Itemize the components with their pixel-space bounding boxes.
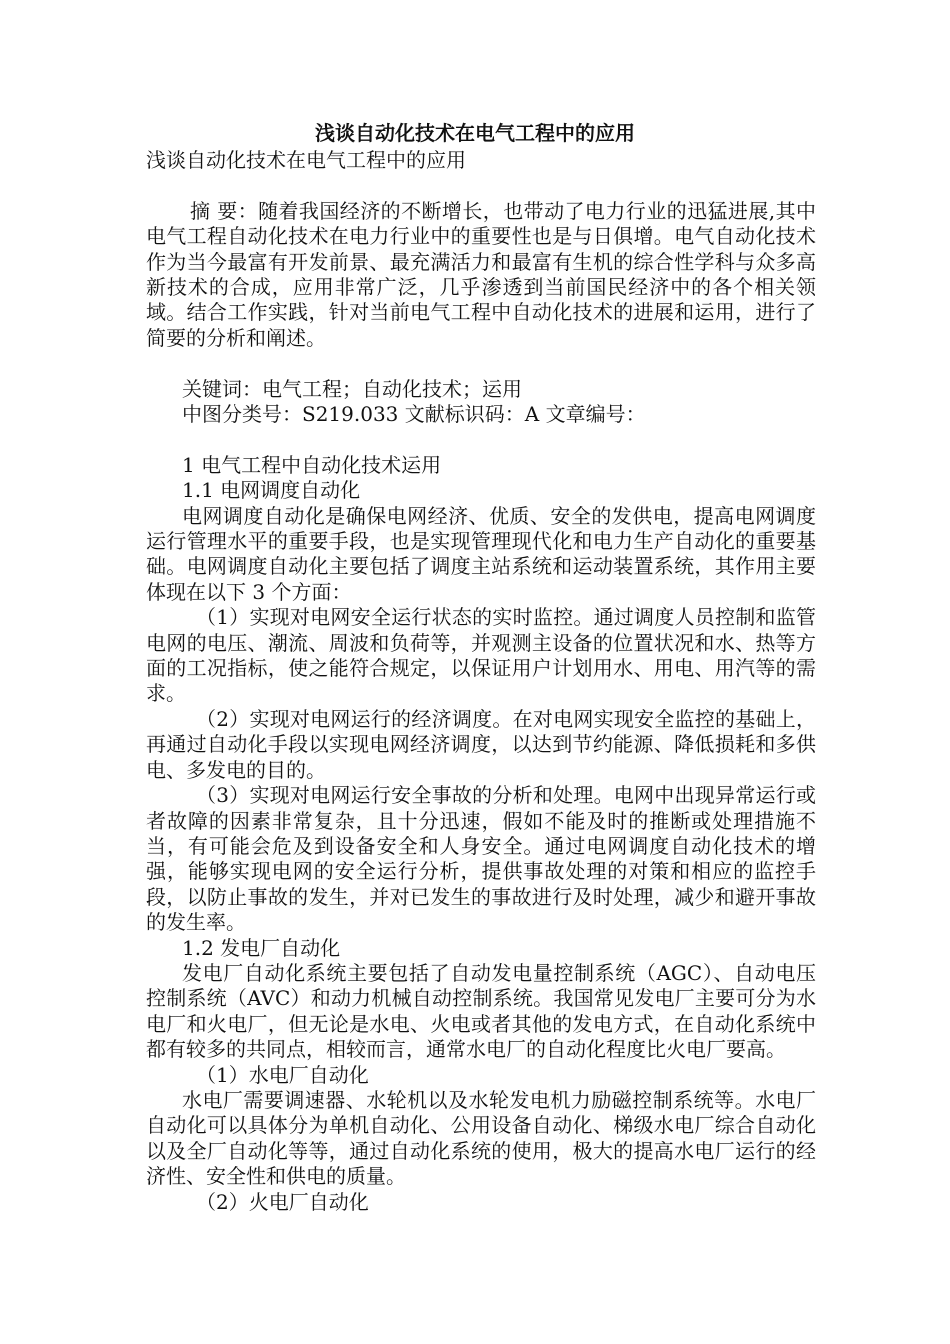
keywords-line: 关键词：电气工程；自动化技术；运用 (182, 376, 522, 401)
list-item-2: （2）实现对电网运行的经济调度。在对电网实现安全监控的基础上，再通过自动化手段以实现电网经济调度，以达到节约能源、降低损耗和多供电、多发电的目的。 (146, 706, 816, 782)
classification-line: 中图分类号：S219.033 文献标识码：A 文章编号： (182, 402, 646, 427)
document-body (146, 148, 816, 1215)
section-1-2-heading: 1.2 发电厂自动化 (182, 935, 341, 960)
spacer (146, 427, 816, 452)
spacer (146, 351, 816, 376)
subsection-1-heading: （1）水电厂自动化 (196, 1062, 369, 1087)
spacer (146, 173, 816, 198)
list-item-3: （3）实现对电网运行安全事故的分析和处理。电网中出现异常运行或者故障的因素非常复杂，且十分迅速，假如不能及时的推断或处理措施不当，有可能会危及到设备安全和人身安全。通过电网调度自动化技术的增强，能够实现电网的安全运行分析，提供事故处理的对策和相应的监控手段，以防止事故的发生，并对已发生的事故进行及时处理，减少和避开事故的发生率。 (146, 783, 816, 935)
section-1-1-heading: 1.1 电网调度自动化 (182, 478, 361, 503)
section-1-1-intro: 电网调度自动化是确保电网经济、优质、安全的发供电，提高电网调度运行管理水平的重要手段，也是实现管理现代化和电力生产自动化的重要基础。电网调度自动化主要包括了调度主站系统和运动装置系统，其作用主要体现在以下 3 个方面： (146, 503, 816, 604)
section-1-heading: 1 电气工程中自动化技术运用 (182, 452, 442, 477)
subsection-1-text: 水电厂需要调速器、水轮机以及水轮发电机力励磁控制系统等。水电厂自动化可以具体分为单机自动化、公用设备自动化、梯级水电厂综合自动化以及全厂自动化等等，通过自动化系统的使用，极大的提高水电厂运行的经济性、安全性和供电的质量。 (146, 1087, 816, 1189)
abstract-paragraph: 摘 要：随着我国经济的不断增长，也带动了电力行业的迅猛进展,其中电气工程自动化技术在电力行业中的重要性也是与日俱增。电气自动化技术作为当今最富有开发前景、最充满活力和最富有生机的综合性学科与众多高新技术的合成，应用非常广泛，几乎渗透到当前国民经济中的各个相关领域。结合工作实践，针对当前电气工程中自动化技术的进展和运用，进行了简要的分析和阐述。 (146, 198, 816, 350)
document-title: 浅谈自动化技术在电气工程中的应用 (315, 121, 635, 145)
document-subtitle: 浅谈自动化技术在电气工程中的应用 (146, 148, 466, 172)
section-1-2-intro: 发电厂自动化系统主要包括了自动发电量控制系统（AGC）、自动电压控制系统（AVC）和动力机械自动控制系统。我国常见发电厂主要可分为水电厂和火电厂，但无论是水电、火电或者其他的发电方式，在自动化系统中都有较多的共同点，相较而言，通常水电厂的自动化程度比火电厂要高。 (146, 960, 816, 1062)
subsection-2-heading: （2）火电厂自动化 (196, 1189, 369, 1214)
list-item-1: （1）实现对电网安全运行状态的实时监控。通过调度人员控制和监管电网的电压、潮流、周波和负荷等，并观测主设备的位置状况和水、热等方面的工况指标，使之能符合规定，以保证用户计划用水、用电、用汽等的需求。 (146, 605, 816, 706)
